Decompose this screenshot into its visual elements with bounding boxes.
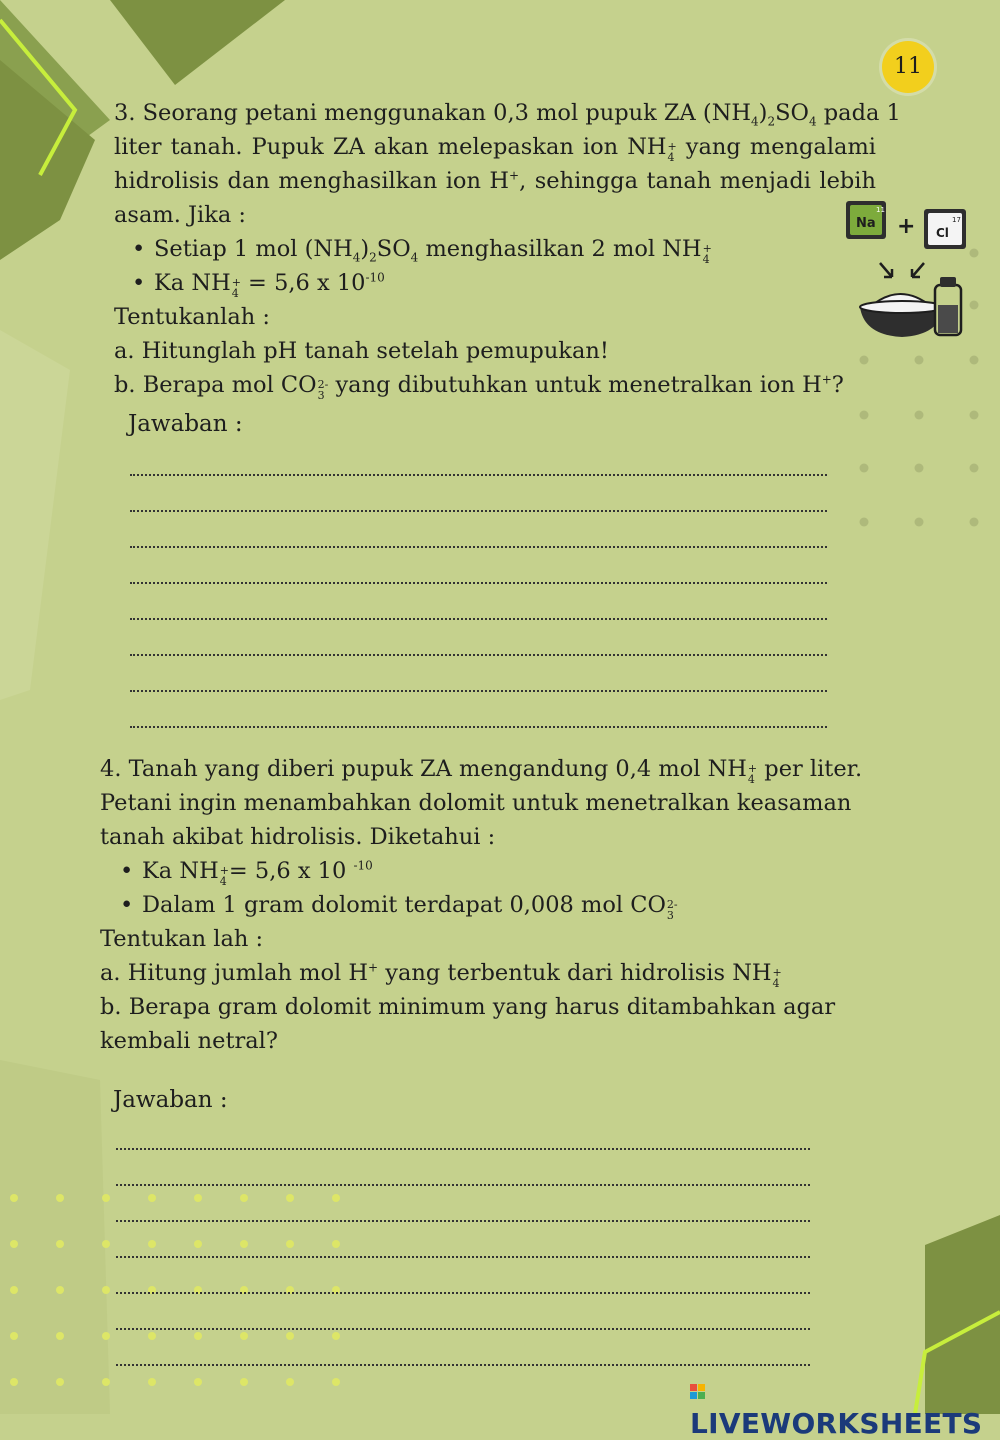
q3-text: , sehingga tanah menjadi lebih bbox=[519, 168, 876, 194]
subscript: 4 bbox=[747, 773, 755, 786]
q3-text: SO bbox=[376, 236, 411, 262]
answer-line[interactable] bbox=[116, 1222, 810, 1258]
exponent: -10 bbox=[365, 270, 385, 285]
q3-text: ) bbox=[758, 100, 768, 126]
superscript: + bbox=[219, 864, 229, 877]
charge-stack bbox=[220, 865, 229, 887]
q3-text: hidrolisis dan menghasilkan ion H bbox=[114, 168, 510, 194]
q3-text: 3. Seorang petani menggunakan 0,3 mol pupuk ZA (NH bbox=[114, 100, 752, 126]
liveworksheets-logo[interactable] bbox=[690, 1374, 1000, 1440]
answer-line[interactable] bbox=[116, 1114, 810, 1150]
q3-answer-label: Jawaban : bbox=[128, 411, 243, 437]
superscript: + bbox=[231, 276, 241, 289]
q3-text: Ka NH bbox=[154, 270, 231, 296]
question-4 bbox=[100, 752, 863, 1058]
q4-line-3: tanah akibat hidrolisis. Diketahui : bbox=[100, 824, 496, 850]
liveworksheets-logo-icon bbox=[690, 1382, 706, 1402]
subscript: 3 bbox=[666, 909, 674, 922]
bottom-left-light-shape bbox=[0, 1060, 110, 1414]
subscript: 2 bbox=[369, 250, 377, 265]
q4-part-b-line-1: b. Berapa gram dolomit minimum yang harus ditambahkan agar bbox=[100, 994, 836, 1020]
plus-sign: + bbox=[897, 214, 916, 239]
q3-part-a: a. Hitunglah pH tanah setelah pemupukan! bbox=[114, 338, 609, 364]
answer-line[interactable] bbox=[116, 1186, 810, 1222]
q4-bullet-2 bbox=[120, 888, 829, 922]
q3-text: ? bbox=[831, 372, 844, 398]
superscript: + bbox=[772, 966, 782, 979]
subscript: 3 bbox=[317, 389, 325, 402]
q3-text: ) bbox=[360, 236, 370, 262]
subscript: 4 bbox=[410, 250, 419, 265]
answer-line[interactable] bbox=[130, 476, 827, 512]
q4-line-1 bbox=[100, 752, 863, 786]
q3-answer-area[interactable] bbox=[130, 440, 827, 728]
q4-text: yang terbentuk dari hidrolisis NH bbox=[378, 960, 772, 986]
q3-text: liter tanah. Pupuk ZA akan melepaskan ion NH bbox=[114, 134, 667, 160]
arrow-down-left-icon bbox=[912, 263, 924, 277]
superscript: + bbox=[821, 372, 832, 387]
superscript: + bbox=[667, 140, 677, 153]
answer-line[interactable] bbox=[116, 1150, 810, 1186]
superscript: 2- bbox=[317, 378, 329, 391]
charge-stack bbox=[748, 763, 757, 785]
charge-stack bbox=[703, 243, 712, 265]
q4-answer-area[interactable] bbox=[116, 1114, 810, 1366]
subscript: 4 bbox=[667, 151, 675, 164]
q3-bullet-1 bbox=[132, 232, 876, 266]
q3-text: = 5,6 x 10 bbox=[240, 270, 366, 296]
q4-text: 4. Tanah yang diberi pupuk ZA mengandung 0,4 mol NH bbox=[100, 756, 747, 782]
answer-line[interactable] bbox=[116, 1294, 810, 1330]
charge-stack bbox=[773, 967, 782, 989]
q4-text: Dalam 1 gram dolomit terdapat 0,008 mol CO bbox=[142, 892, 666, 918]
superscript: + bbox=[702, 242, 712, 255]
q4-part-b-line-2: kembali netral? bbox=[100, 1028, 278, 1054]
q4-answer-label: Jawaban : bbox=[113, 1087, 228, 1113]
subscript: 4 bbox=[751, 114, 759, 129]
cl-number: 17 bbox=[952, 216, 961, 224]
q3-text: yang dibutuhkan untuk menetralkan ion H bbox=[328, 372, 822, 398]
q3-text: pada 1 bbox=[816, 100, 901, 126]
sodium-tile-icon bbox=[846, 201, 886, 239]
exponent: -10 bbox=[353, 858, 373, 873]
chlorine-tile-icon bbox=[924, 209, 966, 249]
superscript: + bbox=[747, 762, 758, 775]
subscript: 2 bbox=[767, 114, 776, 129]
answer-line[interactable] bbox=[116, 1258, 810, 1294]
q3-text: Setiap 1 mol (NH bbox=[154, 236, 353, 262]
q3-line-3 bbox=[114, 164, 876, 198]
q3-line-1 bbox=[114, 96, 901, 130]
q3-instruction: Tentukanlah : bbox=[114, 304, 270, 330]
q4-part-a bbox=[100, 956, 829, 990]
answer-line[interactable] bbox=[130, 512, 827, 548]
salt-shaker-icon bbox=[935, 277, 961, 335]
charge-stack bbox=[668, 141, 677, 163]
q3-line-2 bbox=[114, 130, 876, 164]
q3-text: SO bbox=[775, 100, 809, 126]
nacl-illustration bbox=[840, 195, 980, 360]
salt-bowl-icon bbox=[860, 294, 944, 337]
cl-symbol: Cl bbox=[936, 226, 949, 240]
q3-part-b bbox=[114, 368, 876, 402]
answer-line[interactable] bbox=[116, 1330, 810, 1366]
q4-bullet-1 bbox=[120, 854, 829, 888]
subscript: 4 bbox=[702, 253, 710, 266]
answer-line[interactable] bbox=[130, 692, 827, 728]
superscript: 2- bbox=[666, 898, 678, 911]
q3-text: yang mengalami bbox=[676, 134, 876, 160]
q3-bullet-2 bbox=[132, 266, 876, 300]
top-dark-triangle bbox=[110, 0, 285, 85]
q3-text: b. Berapa mol CO bbox=[114, 372, 317, 398]
subscript: 4 bbox=[772, 977, 780, 990]
q4-instruction: Tentukan lah : bbox=[100, 926, 264, 952]
answer-line[interactable] bbox=[130, 548, 827, 584]
subscript: 4 bbox=[231, 287, 239, 300]
q3-text: menghasilkan 2 mol NH bbox=[418, 236, 702, 262]
answer-line[interactable] bbox=[130, 620, 827, 656]
q3-line-4: asam. Jika : bbox=[114, 202, 247, 228]
page-number-badge: 11 bbox=[882, 41, 934, 93]
na-symbol: Na bbox=[856, 216, 876, 231]
answer-line[interactable] bbox=[130, 440, 827, 476]
charge-stack bbox=[232, 277, 241, 299]
q4-line-2: Petani ingin menambahkan dolomit untuk menetralkan keasaman bbox=[100, 790, 852, 816]
charge-stack bbox=[667, 899, 678, 921]
left-light-shape bbox=[0, 330, 70, 700]
q4-text: per liter. bbox=[757, 756, 863, 782]
na-number: 11 bbox=[876, 206, 885, 214]
subscript: 4 bbox=[219, 875, 227, 888]
q4-text: = 5,6 x 10 bbox=[228, 858, 354, 884]
answer-line[interactable] bbox=[130, 584, 827, 620]
subscript: 4 bbox=[808, 114, 817, 129]
charge-stack bbox=[318, 379, 329, 401]
q4-text: a. Hitung jumlah mol H bbox=[100, 960, 369, 986]
superscript: + bbox=[368, 960, 379, 975]
q4-text: Ka NH bbox=[142, 858, 219, 884]
subscript: 4 bbox=[352, 250, 361, 265]
logo-text: LIVEWORKSHEETS bbox=[690, 1407, 983, 1440]
answer-line[interactable] bbox=[130, 656, 827, 692]
superscript: + bbox=[509, 168, 520, 183]
arrow-down-right-icon bbox=[880, 263, 892, 277]
